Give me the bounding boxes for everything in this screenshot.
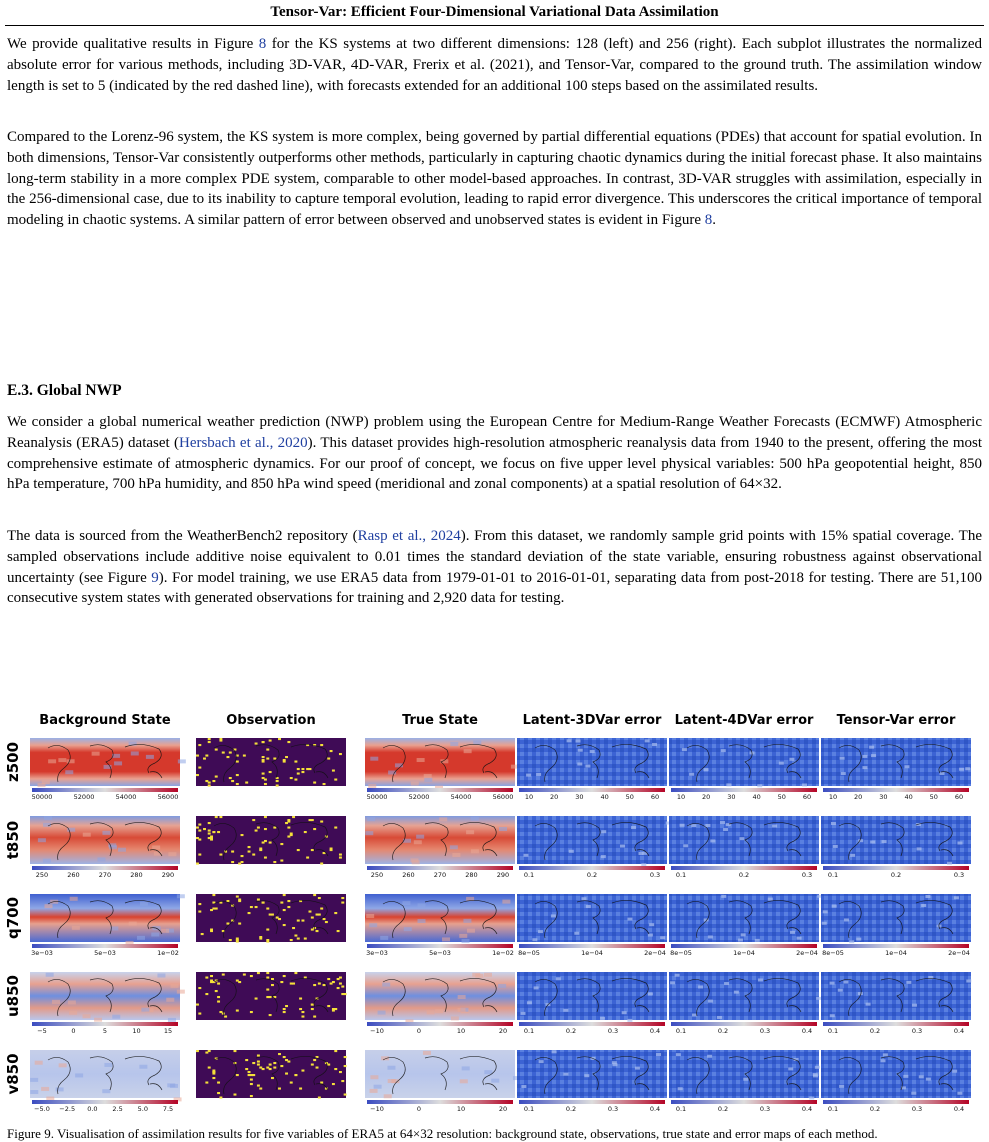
map-panel [821, 738, 971, 801]
colorbar-tick-label: −10 [370, 1027, 384, 1035]
colorbar-tick-label: 50000 [366, 793, 388, 801]
colorbar [823, 788, 969, 792]
paragraph-ks-comparison [7, 127, 982, 231]
figure-caption: Figure 9. Visualisation of assimilation results for five variables of ERA5 at 64×32 resolution: background state, observations, true state and error maps of each method. [7, 1126, 878, 1141]
colorbar-tick-label: 0.3 [911, 1105, 923, 1113]
colorbar-tick-label: 0.1 [675, 1105, 687, 1113]
colorbar-tick-label: 0.4 [649, 1105, 661, 1113]
colorbar [671, 944, 817, 948]
colorbar-tick-label: 0.2 [890, 871, 902, 879]
section-title: E.3. Global NWP [7, 382, 122, 399]
colorbar-tick-label: 20 [550, 793, 559, 801]
map-panel [365, 894, 515, 957]
colorbar-tick-label: 0 [416, 1027, 422, 1035]
colorbar-tick-label: 0.2 [586, 871, 598, 879]
colorbar-tick-label: 56000 [157, 793, 179, 801]
map-panel [196, 1050, 347, 1099]
colorbar-tick-label: 0.3 [759, 1027, 771, 1035]
colorbar-tick-label: 1e−02 [492, 949, 514, 957]
colorbar-tick-label: 0.0 [87, 1105, 98, 1113]
colorbar-tick-label: 5e−03 [429, 949, 451, 957]
map-panel [669, 972, 821, 1035]
colorbar [671, 1100, 817, 1104]
map-panel [196, 816, 346, 865]
colorbar-tick-label: 60 [954, 793, 964, 801]
p1-text-b: for the KS systems at two different dimensions: 128 (left) and 256 (right). Each subplot illustrates the normalized absolute error for various methods, including 3D-VAR, 4D-VAR, Frerix et al. (2021), and Tensor-Var, compared to the ground truth. The assimilation window length is set to 5 (indicated by the red dashed line), with forecasts extended for an additional 100 steps based on the assimilated results. [7, 36, 982, 94]
colorbar-tick-label: 54000 [115, 793, 137, 801]
column-title: True State [402, 713, 478, 728]
colorbar-tick-label: 10 [524, 793, 534, 801]
colorbar-tick-label: 0.3 [759, 1105, 771, 1113]
colorbar-tick-label: 270 [433, 871, 447, 879]
colorbar-tick-label: 0.1 [523, 1105, 535, 1113]
map-panel [669, 1050, 820, 1113]
colorbar-tick-label: 30 [727, 793, 736, 801]
map-panel [517, 738, 667, 801]
colorbar-tick-label: 15 [163, 1027, 173, 1035]
map-panel [30, 816, 180, 879]
colorbar-tick-label: 50 [625, 793, 634, 801]
colorbar-tick-label: −10 [370, 1105, 384, 1113]
colorbar [823, 1100, 969, 1104]
map-panel [517, 1050, 667, 1113]
column-title: Background State [39, 713, 171, 728]
colorbar [367, 866, 513, 870]
colorbar-tick-label: 56000 [492, 793, 514, 801]
colorbar [367, 944, 513, 948]
colorbar-tick-label: 0.4 [801, 1027, 813, 1035]
map-panel [365, 972, 515, 1035]
colorbar-tick-label: 0.2 [717, 1105, 729, 1113]
colorbar-tick-label: 280 [465, 871, 478, 879]
colorbar-tick-label: 0.3 [801, 871, 813, 879]
colorbar-tick-label: 250 [370, 871, 384, 879]
figure-ref-9[interactable]: 9 [151, 569, 159, 586]
colorbar [671, 1022, 817, 1026]
colorbar-tick-label: 10 [828, 793, 838, 801]
colorbar-tick-label: 0.3 [953, 871, 965, 879]
map-panel [196, 738, 346, 787]
colorbar-tick-label: 50 [929, 793, 938, 801]
colorbar [823, 1022, 969, 1026]
colorbar-tick-label: 0.4 [953, 1105, 965, 1113]
colorbar-tick-label: 10 [456, 1027, 466, 1035]
map-panel [821, 894, 971, 957]
colorbar-tick-label: 280 [130, 871, 143, 879]
map-panel [196, 972, 347, 1020]
column-title: Observation [226, 713, 316, 728]
map-panel [821, 1050, 971, 1113]
colorbar [367, 1100, 513, 1104]
colorbar-tick-label: 270 [98, 871, 112, 879]
colorbar-tick-label: 0.4 [953, 1027, 965, 1035]
paragraph-ks-qualitative [7, 34, 982, 96]
colorbar-tick-label: 2.5 [112, 1105, 123, 1113]
colorbar-tick-label: 5e−03 [94, 949, 116, 957]
column-title: Latent-3DVar error [522, 713, 662, 728]
colorbar-tick-label: 50 [777, 793, 786, 801]
map-panel [365, 816, 515, 879]
column-title: Tensor-Var error [836, 713, 956, 728]
colorbar-tick-label: 2e−04 [644, 949, 666, 957]
colorbar-tick-label: 50000 [31, 793, 53, 801]
row-label: z500 [4, 741, 22, 783]
p4-text-b: ). From this dataset, we randomly sample grid points with 15% spatial coverage. The sampled observations include additive noise equivalent to 0.01 times the standard deviation of the state variable, ensuring robustness against observational uncertainty (see Figure [7, 528, 982, 586]
colorbar-tick-label: 52000 [408, 793, 430, 801]
map-panel [669, 894, 822, 957]
colorbar-tick-label: 0.4 [801, 1105, 813, 1113]
colorbar [32, 866, 178, 870]
row-label: t850 [4, 820, 22, 860]
colorbar-tick-label: 1e−04 [733, 949, 755, 957]
map-panel [517, 894, 667, 957]
colorbar [32, 944, 178, 948]
row-label: u850 [4, 975, 22, 1017]
colorbar [671, 866, 817, 870]
running-head: Tensor-Var: Efficient Four-Dimensional Variational Data Assimilation [270, 4, 719, 20]
map-panel [30, 972, 185, 1035]
colorbar-tick-label: 40 [600, 793, 609, 801]
colorbar-tick-label: 40 [752, 793, 761, 801]
colorbar-tick-label: 3e−03 [31, 949, 53, 957]
column-title: Latent-4DVar error [674, 713, 814, 728]
colorbar [823, 944, 969, 948]
colorbar-tick-label: 260 [67, 871, 80, 879]
colorbar-tick-label: 0.1 [675, 871, 687, 879]
colorbar-tick-label: 0.4 [649, 1027, 661, 1035]
colorbar-tick-label: 0.3 [911, 1027, 923, 1035]
colorbar-tick-label: 0.1 [523, 1027, 535, 1035]
colorbar-tick-label: 0.2 [738, 871, 750, 879]
colorbar-tick-label: 0.1 [675, 1027, 687, 1035]
colorbar [519, 788, 665, 792]
colorbar-tick-label: 60 [650, 793, 660, 801]
map-panel [821, 816, 971, 879]
colorbar [519, 1022, 665, 1026]
colorbar [32, 1100, 178, 1104]
colorbar-tick-label: 20 [702, 793, 711, 801]
colorbar-tick-label: 60 [802, 793, 812, 801]
colorbar-tick-label: 0 [416, 1105, 422, 1113]
citation-rasp[interactable]: Rasp et al., 2024 [357, 528, 461, 544]
map-panel [517, 972, 667, 1035]
map-panel [821, 972, 971, 1035]
figure-ref-8-second[interactable]: 8 [704, 212, 713, 229]
colorbar-tick-label: −5 [37, 1027, 47, 1035]
colorbar-tick-label: 2e−04 [948, 949, 970, 957]
row-label: v850 [4, 1053, 22, 1095]
colorbar-tick-label: 1e−04 [885, 949, 907, 957]
colorbar-tick-label: 0.1 [827, 1105, 839, 1113]
colorbar-tick-label: 250 [35, 871, 49, 879]
colorbar [367, 1022, 513, 1026]
map-panel [30, 1050, 182, 1113]
colorbar-tick-label: 8e−05 [822, 949, 844, 957]
colorbar [32, 1022, 178, 1026]
colorbar-tick-label: 0.1 [827, 1027, 839, 1035]
p2-text-a: Compared to the Lorenz-96 system, the KS system is more complex, being governed by partial differential equations (PDEs) that account for spatial evolution. In both dimensions, Tensor-Var consistently outperforms other methods, particularly in capturing chaotic dynamics during the initial forecast phase. It also maintains long-term stability in a more complex PDE system, comparable to other model-based approaches. In contrast, 3D-VAR struggles with assimilation, especially in the 256-dimensional case, due to its inability to capture temporal evolution, leading to rapid error divergence. This underscores the critical importance of temporal modeling in chaotic systems. A similar pattern of error between observed and unobserved states is evident in Figure [7, 129, 982, 229]
colorbar-tick-label: 7.5 [162, 1105, 174, 1113]
colorbar [519, 866, 665, 870]
map-panel [30, 894, 185, 957]
colorbar-tick-label: 0.1 [827, 871, 839, 879]
colorbar-tick-label: 30 [879, 793, 888, 801]
colorbar-tick-label: 0.2 [869, 1105, 881, 1113]
paragraph-weatherbench [7, 526, 982, 609]
colorbar-tick-label: 290 [496, 871, 510, 879]
colorbar-tick-label: 0.3 [607, 1027, 619, 1035]
colorbar-tick-label: 20 [498, 1105, 508, 1113]
paragraph-global-nwp [7, 412, 982, 495]
colorbar-tick-label: 8e−05 [518, 949, 540, 957]
p3-text-b: ). This dataset provides high-resolution atmospheric reanalysis data from 1940 to the present, offering the most comprehensive estimate of atmospheric dynamics. For our proof of concept, we focus on five upper level physical variables: 500 hPa geopotential height, 850 hPa temperature, 700 hPa humidity, and 850 hPa wind speed (meridional and zonal components) at a spatial resolution of 64×32. [7, 434, 982, 493]
map-panel [30, 738, 186, 801]
colorbar-tick-label: 20 [854, 793, 863, 801]
colorbar-tick-label: 40 [904, 793, 913, 801]
colorbar-tick-label: −5.0 [34, 1105, 50, 1113]
colorbar-tick-label: 20 [498, 1027, 508, 1035]
colorbar-tick-label: 10 [676, 793, 686, 801]
figure-panels [4, 713, 971, 1113]
p4-text-a: The data is sourced from the WeatherBench2 repository ( [7, 528, 358, 544]
map-panel [365, 1050, 521, 1113]
era5-assimilation-figure [0, 712, 989, 1122]
map-panel [517, 816, 671, 879]
colorbar [823, 866, 969, 870]
colorbar [519, 1100, 665, 1104]
colorbar-tick-label: 10 [132, 1027, 141, 1035]
colorbar-tick-label: 10 [456, 1105, 466, 1113]
colorbar-tick-label: 1e−04 [581, 949, 603, 957]
colorbar-tick-label: −2.5 [59, 1105, 76, 1113]
colorbar [671, 788, 817, 792]
colorbar-tick-label: 0.2 [565, 1027, 577, 1035]
colorbar-tick-label: 0.3 [649, 871, 661, 879]
colorbar-tick-label: 1e−02 [157, 949, 179, 957]
colorbar-tick-label: 260 [402, 871, 415, 879]
citation-hersbach[interactable]: Hersbach et al., 2020 [178, 434, 308, 451]
p3-text-a: We consider a global numerical weather prediction (NWP) problem using the European Centre for Medium-Range Weather Forecasts (ECMWF) Atmospheric Reanalysis (ERA5) dataset ( [7, 414, 982, 451]
map-panel [365, 738, 519, 801]
colorbar-tick-label: 0.2 [565, 1105, 577, 1113]
colorbar-tick-label: 52000 [73, 793, 95, 801]
colorbar-tick-label: 5 [102, 1027, 108, 1035]
header-rule [5, 25, 984, 26]
colorbar-tick-label: 8e−05 [670, 949, 692, 957]
map-panel [669, 816, 819, 879]
figure-ref-8[interactable]: 8 [258, 36, 267, 52]
colorbar-tick-label: 3e−03 [366, 949, 388, 957]
colorbar [519, 944, 665, 948]
colorbar-tick-label: 2e−04 [796, 949, 818, 957]
p4-text-c: ). For model training, we use ERA5 data from 1979-01-01 to 2016-01-01, separating data from post-2018 for testing. There are 51,100 consecutive system states with generated observations for training and 2,920 data for testing. [7, 569, 982, 607]
map-panel [196, 894, 346, 943]
colorbar-tick-label: 30 [575, 793, 584, 801]
colorbar-tick-label: 290 [161, 871, 175, 879]
colorbar-tick-label: 0 [71, 1027, 76, 1035]
row-label: q700 [4, 896, 22, 940]
colorbar-tick-label: 0.2 [869, 1027, 881, 1035]
colorbar-tick-label: 0.3 [607, 1105, 619, 1113]
colorbar-tick-label: 0.1 [523, 871, 535, 879]
colorbar-tick-label: 5.0 [137, 1105, 148, 1113]
p2-text-b: . [712, 212, 716, 229]
map-panel [669, 738, 819, 801]
colorbar [32, 788, 178, 792]
colorbar [367, 788, 513, 792]
colorbar-tick-label: 0.2 [717, 1027, 729, 1035]
colorbar-tick-label: 54000 [450, 793, 472, 801]
p1-text-a: We provide qualitative results in Figure [7, 36, 259, 52]
